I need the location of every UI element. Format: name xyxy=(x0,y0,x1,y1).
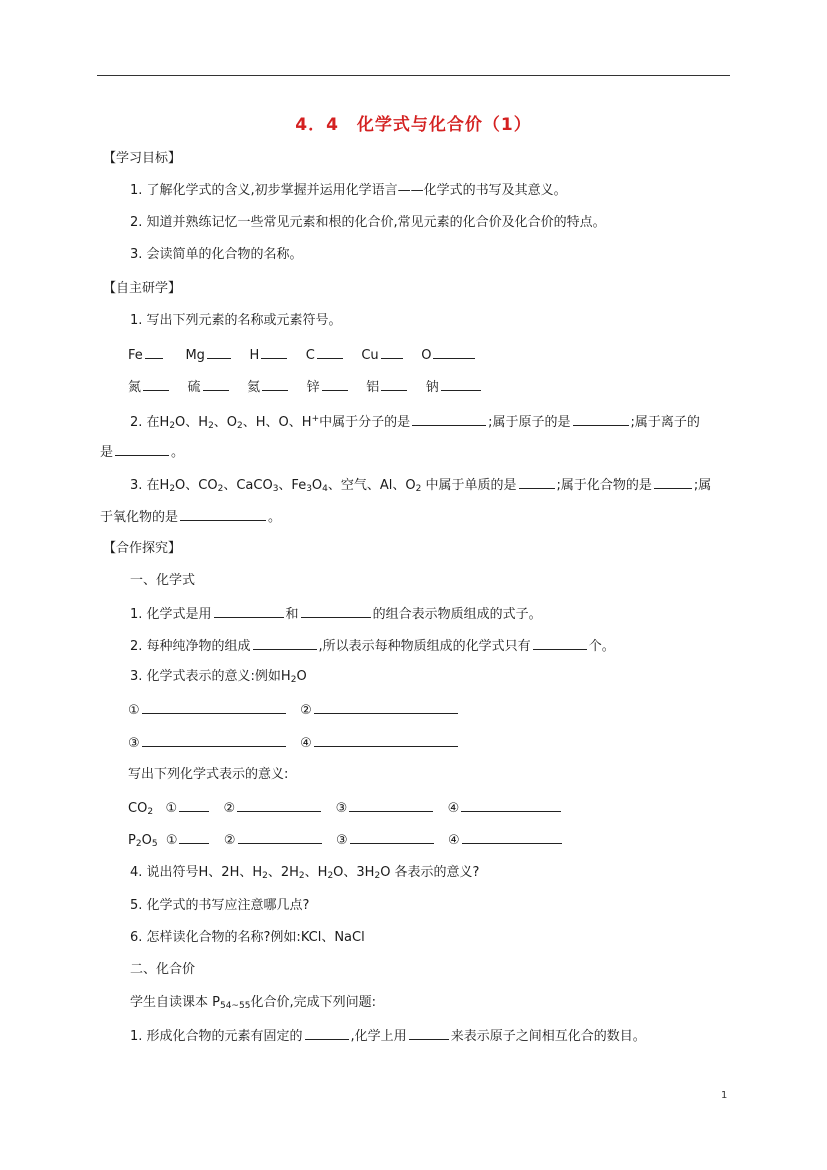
name-sodium: 钠 xyxy=(425,380,439,395)
symbol-fe: Fe xyxy=(128,348,143,363)
symbol-h: H xyxy=(249,348,260,363)
coop-q6: 6. 怎样读化合物的名称?例如:KCl、NaCl xyxy=(130,930,365,945)
name-nitrogen: 氮 xyxy=(128,380,142,395)
coop-heading-valence: 二、化合价 xyxy=(130,962,196,977)
meaning-row-2: ③ ④ xyxy=(128,733,460,753)
self-q3-cont: 于氧化物的是 。 xyxy=(100,507,281,527)
name-helium: 氦 xyxy=(247,380,261,395)
p2o5-meaning-row: $P_2O_5$ ① ② ③ ④ xyxy=(128,830,564,853)
symbol-o: O xyxy=(421,348,432,363)
coop-q2: 2. 每种纯净物的组成 ,所以表示每种物质组成的化学式只有 个。 xyxy=(130,636,615,656)
coop-q5: 5. 化学式的书写应注意哪几点? xyxy=(130,898,310,913)
header-rule xyxy=(97,75,730,76)
symbol-mg: Mg xyxy=(185,348,205,363)
symbol-c: C xyxy=(305,348,315,363)
section-self-study: 【自主研学】 xyxy=(103,281,182,296)
name-zinc: 锌 xyxy=(306,380,320,395)
self-q2: 2. 在$H_2O$、$H_2$、$O_2$、H、O、H+中属于分子的是 ;属于原子的是 ;属于离子的 xyxy=(130,414,700,431)
element-name-row xyxy=(128,377,483,397)
goal-1: 1. 了解化学式的含义,初步掌握并运用化学语言——化学式的书写及其意义。 xyxy=(130,183,567,198)
coop-q4: 4. 说出符号H、2H、$H_2$、$2H_2$、$H_2O$、$3H_2O$ 各表示的意义? xyxy=(130,865,480,881)
coop-heading-formula: 一、化学式 xyxy=(130,573,196,588)
symbol-cu: Cu xyxy=(361,348,379,363)
page-title: 4．4 化学式与化合价（1） xyxy=(295,115,532,135)
goal-3: 3. 会读简单的化合物的名称。 xyxy=(130,247,303,262)
coop-q3: 3. 化学式表示的意义:例如$H_2O$ xyxy=(130,669,307,685)
coop-q1: 1. 化学式是用 和 的组合表示物质组成的式子。 xyxy=(130,604,542,624)
name-aluminum: 铝 xyxy=(366,380,380,395)
co2-meaning-row: $CO_2$ ① ② ③ ④ xyxy=(128,798,563,821)
section-coop: 【合作探究】 xyxy=(103,541,182,556)
write-meaning-instruction: 写出下列化学式表示的意义: xyxy=(128,767,289,782)
section-goals: 【学习目标】 xyxy=(103,151,182,166)
valence-q1: 1. 形成化合物的元素有固定的 ,化学上用 来表示原子之间相互化合的数目。 xyxy=(130,1026,646,1046)
element-symbol-row xyxy=(128,345,477,365)
page-number: 1 xyxy=(721,1090,728,1101)
self-q2-cont: 是 。 xyxy=(100,442,184,462)
self-q1: 1. 写出下列元素的名称或元素符号。 xyxy=(130,313,342,328)
meaning-row-1: ① ② xyxy=(128,700,460,720)
name-sulfur: 硫 xyxy=(187,380,201,395)
goal-2: 2. 知道并熟练记忆一些常见元素和根的化合价,常见元素的化合价及化合价的特点。 xyxy=(130,215,606,230)
self-q3: 3. 在$H_2O$、$CO_2$、CaCO$_3$、$Fe_3O_4$、空气、Al、$O_2$ 中属于单质的是 ;属于化合物的是 ;属 xyxy=(130,475,711,498)
valence-reading-instruction: 学生自读课本 $P_{54\sim 55}$化合价,完成下列问题: xyxy=(130,995,376,1011)
